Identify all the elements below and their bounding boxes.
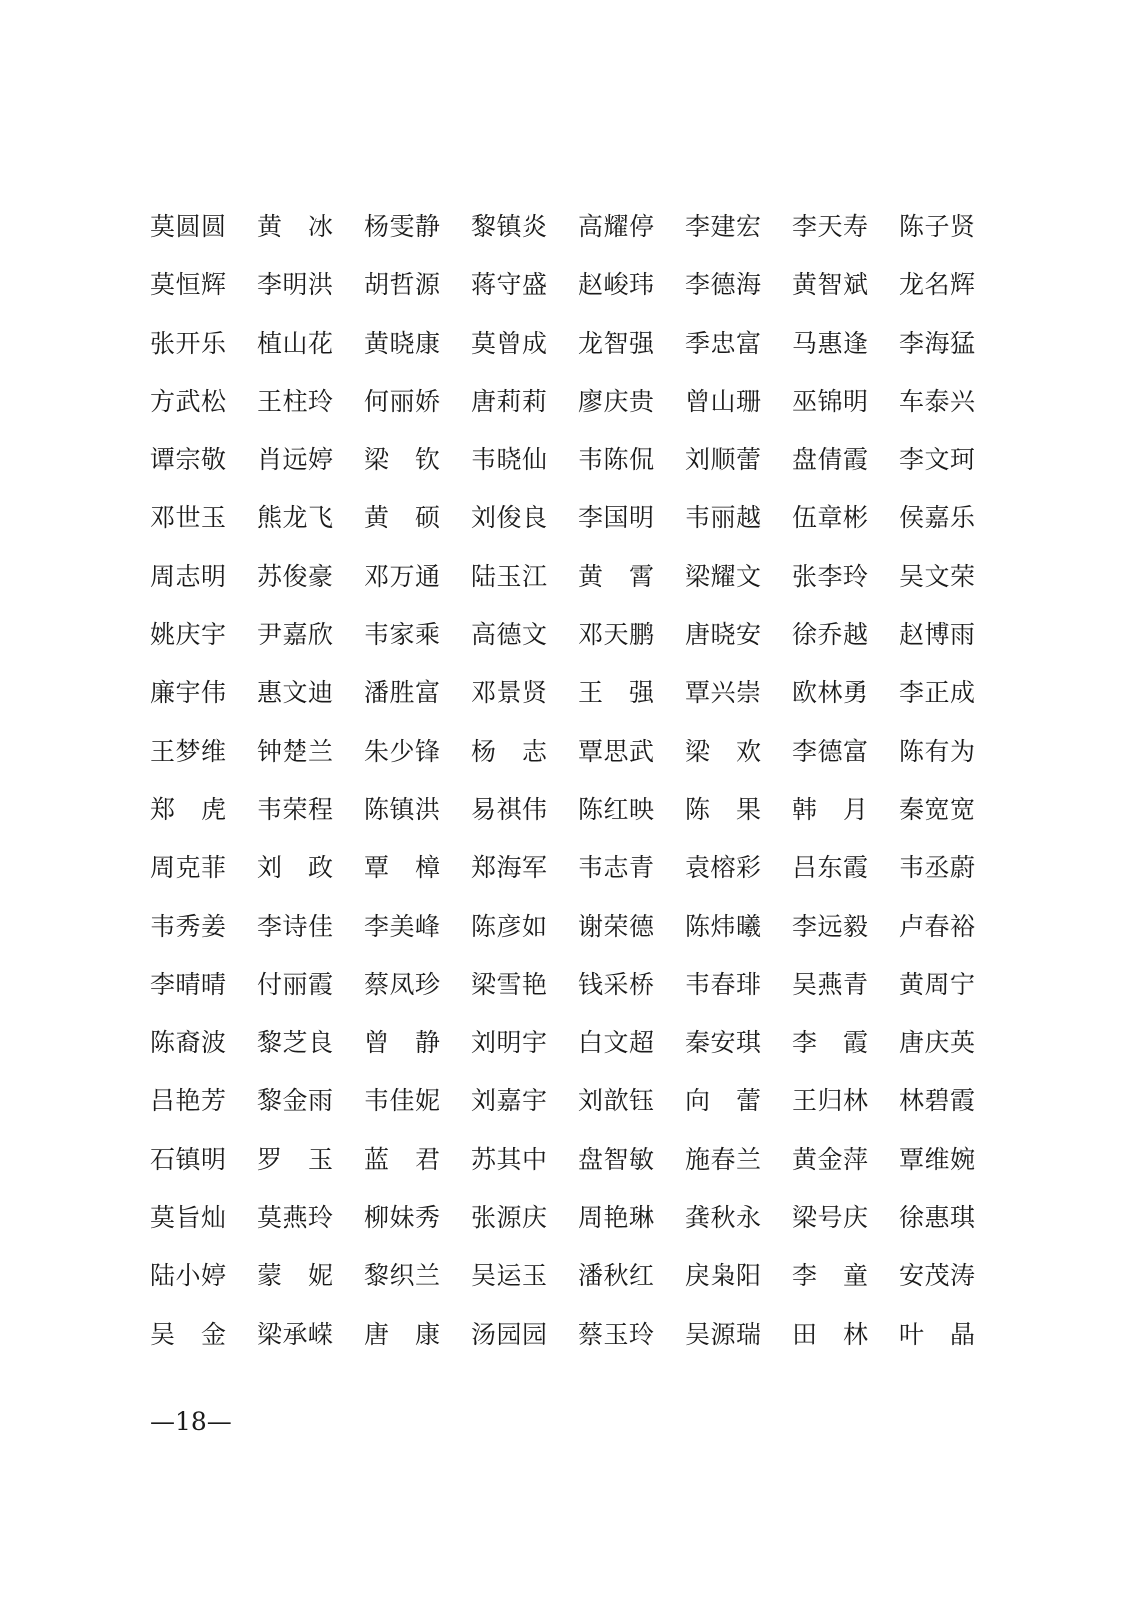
name-entry: 曾 山 珊	[685, 386, 761, 416]
name-entry: 杨 雯 静	[364, 212, 440, 241]
name-entry: 陈 镇 洪	[364, 794, 440, 824]
name-entry: 潘 秋 红	[578, 1261, 654, 1291]
name-entry: 惠 文 迪	[257, 678, 333, 708]
name-entry: 潘 胜 富	[364, 678, 440, 708]
name-entry: 刘 嘉 宇	[471, 1086, 547, 1116]
name-entry: 巫 锦 明	[792, 386, 868, 416]
name-entry: 何 丽 娇	[364, 386, 440, 416]
name-entry: 叶 晶	[899, 1319, 975, 1349]
name-entry: 伍 章 彬	[792, 503, 868, 533]
name-entry: 刘 俊 良	[471, 503, 547, 533]
name-entry: 陈 子 贤	[899, 212, 975, 241]
name-entry: 马 惠 逢	[792, 328, 868, 358]
name-entry: 廉 宇 伟	[150, 678, 226, 708]
name-entry: 欧 林 勇	[792, 678, 868, 708]
name-entry: 李 德 海	[685, 270, 761, 300]
name-entry: 陈 红 映	[578, 794, 654, 824]
name-entry: 龙 智 强	[578, 328, 654, 358]
name-entry: 韦 丽 越	[685, 503, 761, 533]
name-entry: 戾 枭 阳	[685, 1261, 761, 1291]
name-entry: 蒙 妮	[257, 1261, 333, 1291]
name-entry: 韦 晓 仙	[471, 445, 547, 475]
name-entry: 李 明 洪	[257, 270, 333, 300]
name-entry: 韩 月	[792, 794, 868, 824]
name-entry: 李 美 峰	[364, 911, 440, 941]
name-entry: 盘 智 敏	[578, 1144, 654, 1174]
name-entry: 姚 庆 宇	[150, 620, 226, 650]
name-entry: 尹 嘉 欣	[257, 620, 333, 650]
name-entry: 陈 彦 如	[471, 911, 547, 941]
name-entry: 覃 维 婉	[899, 1144, 975, 1174]
name-entry: 陆 玉 江	[471, 561, 547, 591]
name-entry: 覃 樟	[364, 853, 440, 883]
name-entry: 韦 春 琲	[685, 969, 761, 999]
name-entry: 唐 莉 莉	[471, 386, 547, 416]
name-entry: 钱 采 桥	[578, 969, 654, 999]
name-entry: 李 远 毅	[792, 911, 868, 941]
name-entry: 肖 远 婷	[257, 445, 333, 475]
name-entry: 周 克 菲	[150, 853, 226, 883]
name-entry: 韦 丞 蔚	[899, 853, 975, 883]
name-entry: 李 童	[792, 1261, 868, 1291]
name-entry: 汤 园 园	[471, 1319, 547, 1349]
name-entry: 植 山 花	[257, 328, 333, 358]
name-entry: 邓 天 鹏	[578, 620, 654, 650]
name-entry: 陈 炜 曦	[685, 911, 761, 941]
name-entry: 谭 宗 敬	[150, 445, 226, 475]
name-entry: 盘 倩 霞	[792, 445, 868, 475]
name-entry: 刘 明 宇	[471, 1028, 547, 1058]
name-entry: 石 镇 明	[150, 1144, 226, 1174]
name-entry: 周 艳 琳	[578, 1203, 654, 1233]
name-entry: 覃 思 武	[578, 736, 654, 766]
name-entry: 卢 春 裕	[899, 911, 975, 941]
name-entry: 唐 庆 英	[899, 1028, 975, 1058]
name-entry: 黄 金 萍	[792, 1144, 868, 1174]
name-entry: 韦 家 乘	[364, 620, 440, 650]
name-entry: 吴 源 瑞	[685, 1319, 761, 1349]
name-entry: 王 归 林	[792, 1086, 868, 1116]
name-entry: 吴 运 玉	[471, 1261, 547, 1291]
name-entry: 秦 宽 宽	[899, 794, 975, 824]
name-entry: 唐 晓 安	[685, 620, 761, 650]
name-entry: 方 武 松	[150, 386, 226, 416]
name-entry: 陈 有 为	[899, 736, 975, 766]
name-entry: 张 李 玲	[792, 561, 868, 591]
name-entry: 黄 霄	[578, 561, 654, 591]
name-entry: 吴 金	[150, 1319, 226, 1349]
name-entry: 田 林	[792, 1319, 868, 1349]
name-entry: 黄 智 斌	[792, 270, 868, 300]
name-entry: 高 耀 停	[578, 212, 654, 241]
name-entry: 黄 冰	[257, 212, 333, 241]
name-entry: 刘 顺 蕾	[685, 445, 761, 475]
name-entry: 黎 镇 炎	[471, 212, 547, 241]
name-entry: 蔡 凤 珍	[364, 969, 440, 999]
name-entry: 向 蕾	[685, 1086, 761, 1116]
name-entry: 苏 其 中	[471, 1144, 547, 1174]
name-entry: 龙 名 辉	[899, 270, 975, 300]
name-entry: 吕 东 霞	[792, 853, 868, 883]
name-entry: 李 天 寿	[792, 212, 868, 241]
page-number: —18—	[150, 1407, 232, 1436]
name-entry: 邓 万 通	[364, 561, 440, 591]
name-entry: 廖 庆 贵	[578, 386, 654, 416]
name-entry: 梁 号 庆	[792, 1203, 868, 1233]
name-entry: 王 梦 维	[150, 736, 226, 766]
name-entry: 张 开 乐	[150, 328, 226, 358]
name-entry: 郑 海 军	[471, 853, 547, 883]
name-entry: 安 茂 涛	[899, 1261, 975, 1291]
name-entry: 韦 佳 妮	[364, 1086, 440, 1116]
name-entry: 侯 嘉 乐	[899, 503, 975, 533]
name-entry: 季 忠 富	[685, 328, 761, 358]
name-entry: 柳 妹 秀	[364, 1203, 440, 1233]
name-entry: 陈 裔 波	[150, 1028, 226, 1058]
name-entry: 高 德 文	[471, 620, 547, 650]
name-entry: 谢 荣 德	[578, 911, 654, 941]
name-entry: 龚 秋 永	[685, 1203, 761, 1233]
name-entry: 韦 志 青	[578, 853, 654, 883]
name-entry: 车 泰 兴	[899, 386, 975, 416]
name-entry: 李 正 成	[899, 678, 975, 708]
name-entry: 黄 周 宁	[899, 969, 975, 999]
name-entry: 黄 晓 康	[364, 328, 440, 358]
name-entry: 梁 欢	[685, 736, 761, 766]
name-entry: 郑 虎	[150, 794, 226, 824]
name-entry: 赵 峻 玮	[578, 270, 654, 300]
name-entry: 莫 恒 辉	[150, 270, 226, 300]
name-entry: 莫 曾 成	[471, 328, 547, 358]
name-entry: 吕 艳 芳	[150, 1086, 226, 1116]
name-entry: 易 祺 伟	[471, 794, 547, 824]
name-entry: 李 霞	[792, 1028, 868, 1058]
name-entry: 李 文 珂	[899, 445, 975, 475]
name-entry: 徐 乔 越	[792, 620, 868, 650]
name-entry: 钟 楚 兰	[257, 736, 333, 766]
name-entry: 梁 钦	[364, 445, 440, 475]
name-entry: 王 柱 玲	[257, 386, 333, 416]
name-entry: 施 春 兰	[685, 1144, 761, 1174]
name-entry: 莫 圆 圆	[150, 212, 226, 241]
name-entry: 梁 承 嵘	[257, 1319, 333, 1349]
name-entry: 邓 景 贤	[471, 678, 547, 708]
name-entry: 罗 玉	[257, 1144, 333, 1174]
name-entry: 蔡 玉 玲	[578, 1319, 654, 1349]
name-entry: 梁 雪 艳	[471, 969, 547, 999]
name-entry: 王 强	[578, 678, 654, 708]
name-entry: 秦 安 琪	[685, 1028, 761, 1058]
name-entry: 李 晴 晴	[150, 969, 226, 999]
name-entry: 吴 文 荣	[899, 561, 975, 591]
name-entry: 莫 燕 玲	[257, 1203, 333, 1233]
name-entry: 陆 小 婷	[150, 1261, 226, 1291]
name-entry: 韦 荣 程	[257, 794, 333, 824]
name-entry: 刘 歆 钰	[578, 1086, 654, 1116]
name-entry: 李 国 明	[578, 503, 654, 533]
name-entry: 付 丽 霞	[257, 969, 333, 999]
name-entry: 苏 俊 豪	[257, 561, 333, 591]
name-entry: 李 海 猛	[899, 328, 975, 358]
name-entry: 杨 志	[471, 736, 547, 766]
name-entry: 李 建 宏	[685, 212, 761, 241]
name-entry: 胡 哲 源	[364, 270, 440, 300]
name-entry: 韦 陈 侃	[578, 445, 654, 475]
name-entry: 朱 少 锋	[364, 736, 440, 766]
name-list	[150, 198, 980, 1364]
name-entry: 周 志 明	[150, 561, 226, 591]
name-entry: 邓 世 玉	[150, 503, 226, 533]
name-entry: 曾 静	[364, 1028, 440, 1058]
name-entry: 蓝 君	[364, 1144, 440, 1174]
name-entry: 袁 榕 彩	[685, 853, 761, 883]
name-entry: 张 源 庆	[471, 1203, 547, 1233]
name-entry: 刘 政	[257, 853, 333, 883]
name-entry: 吴 燕 青	[792, 969, 868, 999]
name-entry: 覃 兴 崇	[685, 678, 761, 708]
name-entry: 李 德 富	[792, 736, 868, 766]
name-entry: 熊 龙 飞	[257, 503, 333, 533]
name-entry: 唐 康	[364, 1319, 440, 1349]
name-entry: 赵 博 雨	[899, 620, 975, 650]
name-entry: 蒋 守 盛	[471, 270, 547, 300]
name-entry: 林 碧 霞	[899, 1086, 975, 1116]
name-entry: 黎 芝 良	[257, 1028, 333, 1058]
name-entry: 梁 耀 文	[685, 561, 761, 591]
name-entry: 黄 硕	[364, 503, 440, 533]
name-entry: 莫 旨 灿	[150, 1203, 226, 1233]
name-entry: 徐 惠 琪	[899, 1203, 975, 1233]
name-entry: 陈 果	[685, 794, 761, 824]
name-entry: 韦 秀 姜	[150, 911, 226, 941]
name-entry: 李 诗 佳	[257, 911, 333, 941]
name-entry: 白 文 超	[578, 1028, 654, 1058]
name-entry: 黎 织 兰	[364, 1261, 440, 1291]
name-entry: 黎 金 雨	[257, 1086, 333, 1116]
